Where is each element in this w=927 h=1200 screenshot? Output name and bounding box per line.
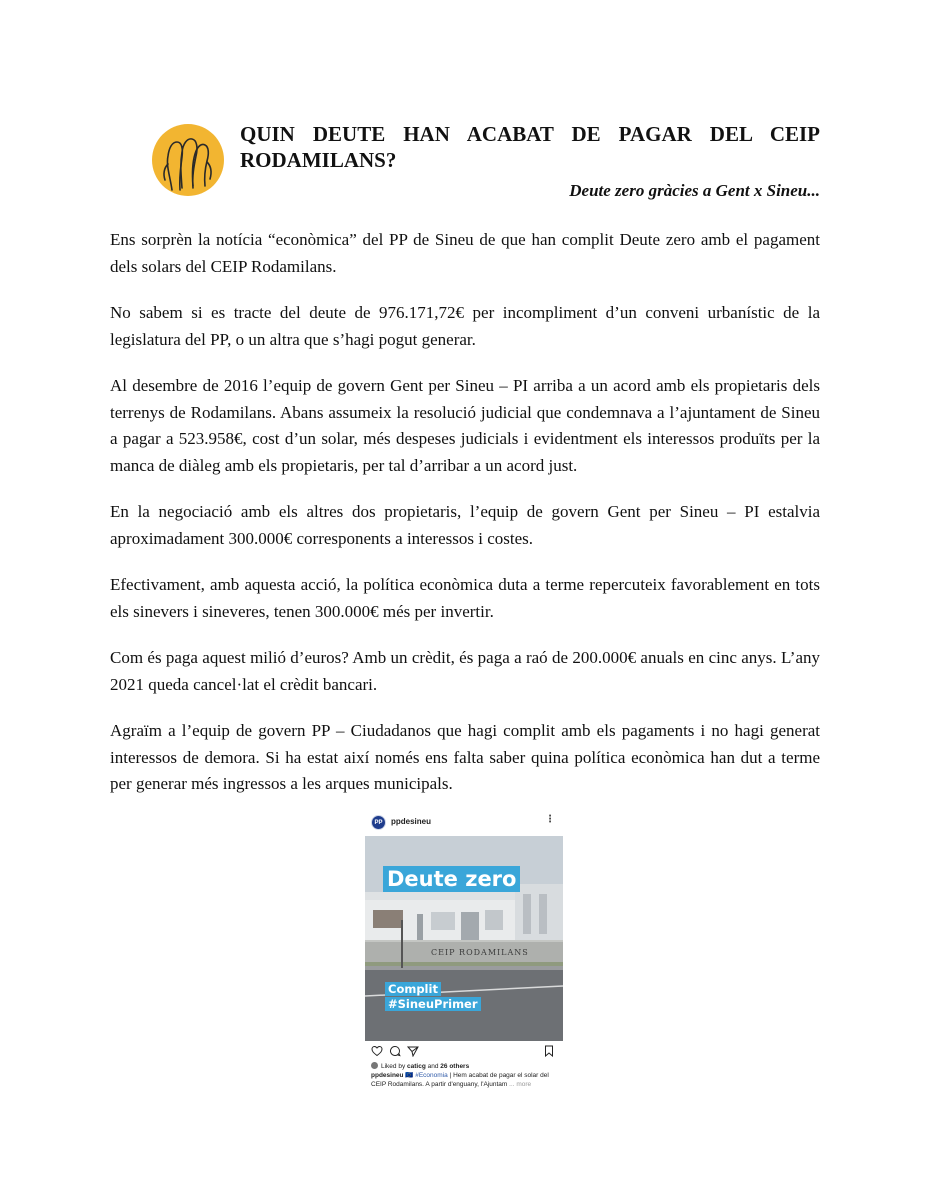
liker-avatar xyxy=(371,1062,378,1069)
paragraph: No sabem si es tracte del deute de 976.171,72€ per incompliment d’un conveni urbanístic de la legislatura del PP, o un altra que s’hagi pogut generar. xyxy=(110,303,820,349)
caption-username: ppdesineu xyxy=(371,1072,404,1079)
caption-more-link: ... more xyxy=(509,1080,532,1088)
likes-mid: and xyxy=(425,1063,441,1070)
comment-icon xyxy=(389,1045,401,1057)
heart-icon xyxy=(371,1045,383,1057)
likes-count: 26 others xyxy=(440,1063,470,1070)
post-actions xyxy=(365,1041,563,1061)
gent-x-sineu-logo xyxy=(152,124,224,196)
post-username: ppdesineu xyxy=(391,817,432,826)
post-header xyxy=(365,810,563,836)
photo-hashtag: #SineuPrimer xyxy=(385,997,481,1011)
caption-text: | Hem acabat de pagar el solar del CEIP Rodamilans. A partir d'enguany, l'Ajuntam xyxy=(371,1072,549,1088)
paragraph: Efectivament, amb aquesta acció, la política econòmica duta a terme repercuteix favorablement en tots els sinevers i sineveres, tenen 300.000€ més per invertir. xyxy=(110,575,820,621)
instagram-post-screenshot xyxy=(365,810,563,1092)
paragraph: Ens sorprèn la notícia “econòmica” del PP de Sineu de que han complit Deute zero amb el pagament dels solars del CEIP Rodamilans. xyxy=(110,230,820,276)
caption-flags: 🇪🇺 xyxy=(403,1072,416,1079)
bookmark-icon xyxy=(543,1045,555,1057)
page-title: QUIN DEUTE HAN ACABAT DE PAGAR DEL CEIP RODAMILANS? xyxy=(240,122,820,172)
photo-headline: Deute zero xyxy=(383,866,520,892)
article-body xyxy=(110,227,820,818)
avatar: PP xyxy=(371,815,386,830)
likes-user: caticg xyxy=(407,1063,426,1070)
more-options-icon: ⋮ xyxy=(545,814,555,825)
photo-tag-complit: Complit xyxy=(385,982,441,996)
paragraph: Agraïm a l’equip de govern PP – Ciudadanos que hagi complit amb els pagaments i no hagi generat interessos de demora. Si ha estat així només ens falta saber quina política econòmica han dut a terme per generar més ingressos a les arques municipals. xyxy=(110,721,820,793)
post-photo xyxy=(365,836,563,1041)
caption-hashtag: #Economia xyxy=(415,1072,448,1079)
post-caption xyxy=(371,1072,559,1089)
people-silhouette-icon xyxy=(152,124,224,196)
building-sign: CEIP RODAMILANS xyxy=(431,948,529,957)
paragraph: En la negociació amb els altres dos propietaris, l’equip de govern Gent per Sineu – PI estalvia aproximadament 300.000€ corresponents a interessos i costes. xyxy=(110,502,820,548)
likes-prefix: Liked by xyxy=(381,1063,408,1070)
page-subtitle: Deute zero gràcies a Gent x Sineu... xyxy=(569,181,820,200)
paragraph: Al desembre de 2016 l’equip de govern Gent per Sineu – PI arriba a un acord amb els propietaris dels terrenys de Rodamilans. Abans assumeix la resolució judicial que condemnava a l’ajuntament de Sineu a pagar a 523.958€, cost d’un solar, més despeses judicials i evidentment els interessos produïts per la manca de diàleg amb els propietaris, per tal d’arribar a un acord just. xyxy=(110,376,820,475)
share-icon xyxy=(407,1045,419,1057)
paragraph: Com és paga aquest milió d’euros? Amb un crèdit, és paga a raó de 200.000€ anuals en cinc anys. L’any 2021 queda cancel·lat el crèdit bancari. xyxy=(110,648,820,694)
likes-line xyxy=(371,1062,469,1070)
